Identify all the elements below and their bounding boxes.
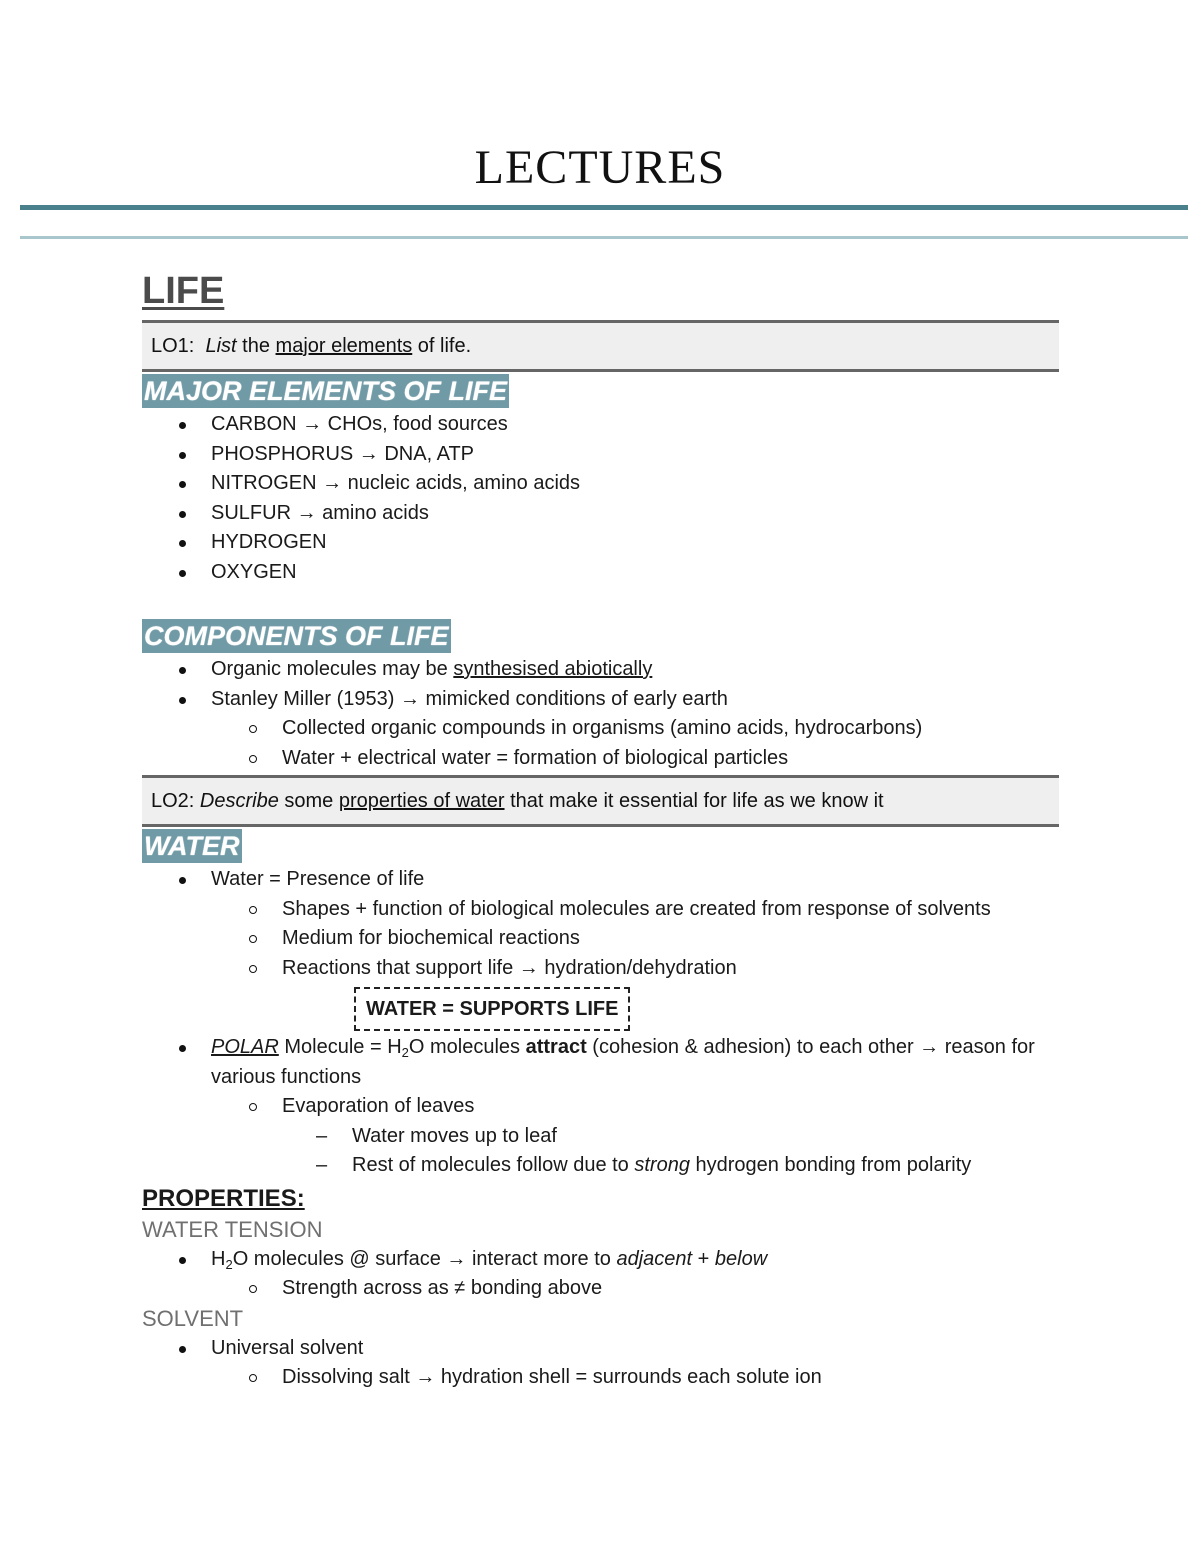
learning-objective-2 (142, 775, 1059, 827)
item-text: Organic molecules may be (211, 658, 454, 680)
sub-list-item: Collected organic compounds in organisms (amino acids, hydrocarbons) (142, 714, 1059, 744)
solvent-heading: SOLVENT (142, 1305, 244, 1331)
sub-list-item: Water + electrical water = formation of biological particles (142, 744, 1059, 774)
sub-list-item: Evaporation of leaves (142, 1092, 1059, 1122)
lo1-verb: List (205, 335, 237, 357)
document-body (142, 268, 1059, 1393)
list-item: PHOSPHORUS → DNA, ATP (142, 440, 1059, 470)
evaporation-sublist (142, 1122, 1059, 1181)
list-item: Universal solvent (142, 1334, 1059, 1364)
item-text: Rest of molecules follow due to (352, 1154, 635, 1176)
properties-heading: PROPERTIES: (142, 1184, 305, 1212)
solvent-list (142, 1334, 1059, 1364)
item-text: O molecules (408, 1036, 526, 1058)
sub-list-item: Reactions that support life → hydration/dehydration (142, 954, 1059, 984)
list-item (142, 655, 1059, 685)
lo2-verb: Describe (199, 790, 279, 812)
emphasis: strong (634, 1154, 690, 1176)
water-heading: WATER (144, 831, 240, 861)
polar-term: POLAR (211, 1036, 279, 1058)
emphasis: adjacent (616, 1247, 693, 1270)
bold-term: attract (525, 1036, 587, 1058)
water-tension-list (142, 1245, 1059, 1275)
components-list (142, 655, 1059, 714)
list-item: HYDROGEN (142, 528, 1059, 558)
solvent-sublist (142, 1363, 1059, 1393)
lo1-text-2: of life. (412, 335, 472, 357)
water-sublist (142, 895, 1059, 984)
list-item: NITROGEN → nucleic acids, amino acids (142, 469, 1059, 499)
components-heading: COMPONENTS OF LIFE (144, 621, 449, 651)
water-tension-sublist (142, 1274, 1059, 1304)
list-item (142, 1245, 1059, 1275)
sub-list-item: Dissolving salt → hydration shell = surrounds each solute ion (142, 1363, 1059, 1393)
list-item: OXYGEN (142, 558, 1059, 588)
item-text: (cohesion & adhesion) to each other → reason for various functions (211, 1036, 1035, 1088)
item-text: + (692, 1247, 715, 1270)
lo2-text-1: some (278, 790, 339, 812)
item-text: H (211, 1247, 226, 1270)
list-item: Water = Presence of life (142, 865, 1059, 895)
sub-list-item: Medium for biochemical reactions (142, 924, 1059, 954)
sub-sub-list-item (142, 1151, 1059, 1181)
water-tension-heading: WATER TENSION (142, 1216, 323, 1242)
subscript: 2 (401, 1045, 409, 1060)
polar-list (142, 1033, 1059, 1092)
learning-objective-1 (142, 320, 1059, 372)
lo1-key-term: major elements (275, 335, 413, 357)
title-divider-thick (20, 205, 1188, 210)
lo1-prefix: LO1: (151, 335, 195, 357)
emphasis: below (714, 1247, 768, 1270)
sub-list-item: Strength across as ≠ bonding above (142, 1274, 1059, 1304)
polar-sublist (142, 1092, 1059, 1122)
sub-sub-list-item: – Water moves up to leaf (142, 1122, 1059, 1152)
subscript: 2 (225, 1256, 233, 1272)
lo2-key-term: properties of water (338, 790, 505, 812)
major-elements-list (142, 410, 1059, 587)
title-divider-thin (20, 236, 1188, 239)
major-elements-heading: MAJOR ELEMENTS OF LIFE (144, 376, 508, 406)
item-text: O molecules @ surface → interact more to (232, 1247, 617, 1270)
list-item (142, 1033, 1059, 1092)
item-key-term: synthesised abiotically (453, 658, 653, 680)
section-title: LIFE (142, 270, 225, 312)
lo2-prefix: LO2: (151, 790, 195, 812)
item-text: Molecule = H (278, 1036, 402, 1058)
list-item: Stanley Miller (1953) → mimicked conditions of early earth (142, 685, 1059, 715)
sub-list-item: Shapes + function of biological molecules are created from response of solvents (142, 895, 1059, 925)
item-text: hydrogen bonding from polarity (689, 1154, 972, 1176)
water-supports-life-callout: WATER = SUPPORTS LIFE (354, 987, 630, 1031)
lo1-text-1: the (236, 335, 276, 357)
list-item: CARBON → CHOs, food sources (142, 410, 1059, 440)
lo2-text-2: that make it essential for life as we know it (504, 790, 884, 812)
document-title: LECTURES (474, 141, 726, 194)
components-sublist (142, 714, 1059, 773)
list-item: SULFUR → amino acids (142, 499, 1059, 529)
water-list (142, 865, 1059, 895)
